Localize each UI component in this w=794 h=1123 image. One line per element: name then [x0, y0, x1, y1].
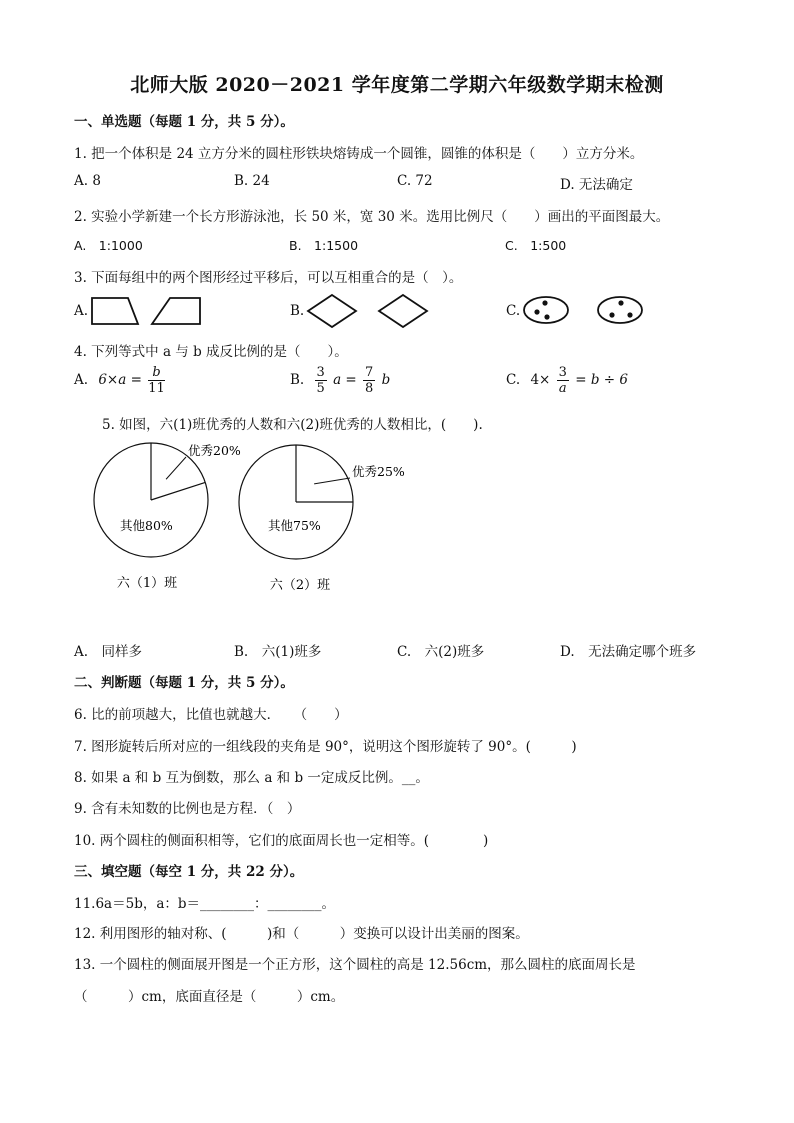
q5-stem: 5. 如图，六(1)班优秀的人数和六(2)班优秀的人数相比，( ).	[102, 417, 483, 433]
q10-text: 10. 两个圆柱的侧面积相等，它们的底面周长也一定相等。( )	[74, 833, 489, 849]
q3-a-trapezoids	[88, 294, 208, 328]
q3-option-b: B.	[290, 303, 305, 319]
trapezoid-shape	[92, 298, 138, 324]
pie-slice-label: 优秀25%	[352, 464, 405, 479]
pie-caption: 六（1）班	[116, 576, 178, 591]
pie-slice-label: 其他75%	[268, 518, 321, 533]
section-2-heading: 二、判断题（每题 1 分，共 5 分）。	[74, 675, 294, 691]
exam-title: 北师大版 2020－2021 学年度第二学期六年级数学期末检测	[130, 74, 664, 96]
q7-text: 7. 图形旋转后所对应的一组线段的夹角是 90°，说明这个图形旋转了 90°。( )	[74, 739, 577, 755]
q5-option-a: A. 同样多	[74, 644, 143, 660]
q5-option-d: D. 无法确定哪个班多	[560, 644, 697, 660]
q3-option-c: C.	[506, 303, 521, 319]
q5-pie-charts	[0, 430, 794, 610]
q4-option-b: B. $\frac{3}{5}$ a = $\frac{7}{8}$ b	[290, 365, 391, 396]
trapezoid-shape	[152, 298, 200, 324]
q4-option-a: A. 6×a = $\frac{b}{11}$	[74, 365, 165, 396]
q3-b-diamonds	[304, 292, 434, 332]
q1-option-d: D. 无法确定	[560, 177, 633, 193]
q4-stem: 4. 下列等式中 a 与 b 成反比例的是（ ）。	[74, 344, 348, 360]
q4-option-c: C. 4× $\frac{3}{a}$ = b ÷ 6	[506, 365, 628, 396]
pie-slice-label: 其他80%	[120, 518, 173, 533]
q1-option-b: B. 24	[234, 173, 270, 189]
section-1-heading: 一、单选题（每题 1 分，共 5 分）。	[74, 114, 294, 130]
q13-line-2: （ ）cm，底面直径是（ ）cm。	[74, 989, 345, 1005]
q3-option-a: A.	[74, 303, 89, 319]
q13-line-1: 13. 一个圆柱的侧面展开图是一个正方形，这个圆柱的高是 12.56cm，那么圆柱的底面周长是	[74, 957, 636, 973]
q2-option-c: C. 1:500	[505, 238, 567, 253]
q9-text: 9. 含有未知数的比例也是方程．（ ）	[74, 801, 301, 817]
q2-option-a: A. 1:1000	[74, 238, 143, 253]
q3-stem: 3. 下面每组中的两个图形经过平移后，可以互相重合的是（ ）。	[74, 270, 463, 286]
q2-stem: 2. 实验小学新建一个长方形游泳池，长 50 米，宽 30 米。选用比例尺（ ）画出的平面图最大。	[74, 209, 670, 225]
pie-caption: 六（2）班	[269, 578, 331, 593]
section-3-heading: 三、填空题（每空 1 分，共 22 分）。	[74, 864, 304, 880]
diamond-shape	[308, 295, 356, 327]
pie-slice-label: 优秀20%	[188, 443, 241, 458]
q2-option-b: B. 1:1500	[289, 238, 359, 253]
q1-option-a: A. 8	[74, 173, 101, 189]
q11-text: 11.6a＝5b，a：b＝________：________。	[74, 896, 336, 912]
q5-option-c: C. 六(2)班多	[397, 644, 485, 660]
q1-option-c: C. 72	[397, 173, 433, 189]
q12-text: 12. 利用图形的轴对称、( )和（ ）变换可以设计出美丽的图案。	[74, 926, 529, 942]
pie-leader-line	[166, 457, 186, 479]
diamond-shape	[379, 295, 427, 327]
q8-text: 8. 如果 a 和 b 互为倒数，那么 a 和 b 一定成反比例。__。	[74, 770, 429, 786]
q5-option-b: B. 六(1)班多	[234, 644, 322, 660]
pie-slice-edge	[151, 482, 205, 500]
pie-leader-line	[314, 478, 350, 484]
q6-text: 6. 比的前项越大，比值也就越大． （ ）	[74, 707, 348, 723]
q3-c-dotted-ellipses	[520, 294, 650, 328]
q1-stem: 1. 把一个体积是 24 立方分米的圆柱形铁块熔铸成一个圆锥，圆锥的体积是（ ）立方分米。	[74, 146, 644, 162]
